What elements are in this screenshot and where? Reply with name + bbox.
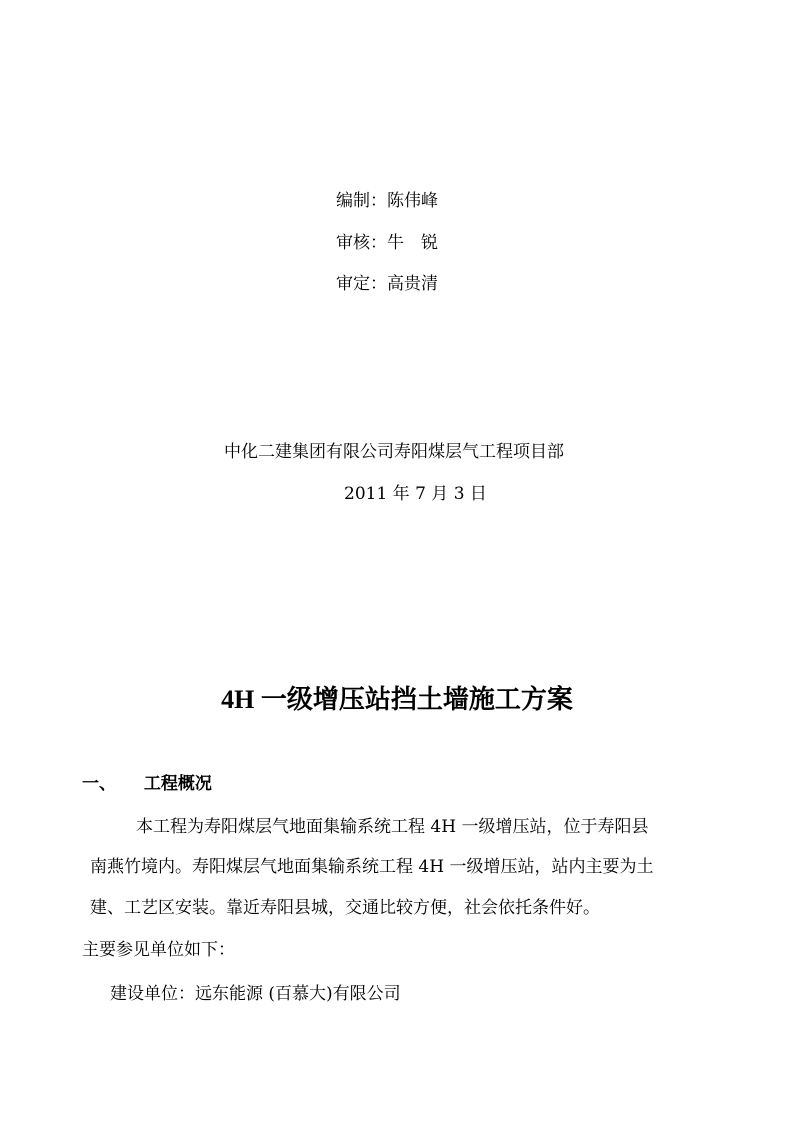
compiled-by-name: 陈伟峰 [387, 191, 438, 211]
reviewed-by-name: 牛 锐 [387, 233, 438, 253]
participant-value: 远东能源 (百慕大)有限公司 [195, 984, 401, 1004]
reviewed-by-label: 审核： [336, 233, 387, 253]
section-heading [82, 773, 212, 795]
participant-label: 建设单位： [110, 984, 195, 1004]
approved-by-label: 审定： [336, 274, 387, 294]
section-number: 一、 [82, 774, 116, 794]
paragraph-line: 本工程为寿阳煤层气地面集输系统工程 4H 一级增压站，位于寿阳县 [136, 817, 649, 837]
participant-line [110, 983, 401, 1005]
approved-by-name: 高贵清 [387, 274, 438, 294]
approved-by-line [336, 273, 438, 295]
paragraph-line: 建、工艺区安装。靠近寿阳县城，交通比较方便，社会依托条件好。 [90, 898, 600, 918]
organization-name: 中化二建集团有限公司寿阳煤层气工程项目部 [224, 442, 564, 462]
compiled-by-label: 编制： [336, 191, 387, 211]
section-title: 工程概况 [143, 774, 212, 794]
compiled-by-line [336, 190, 438, 212]
participants-intro: 主要参见单位如下： [82, 940, 235, 960]
paragraph-line: 南燕竹境内。寿阳煤层气地面集输系统工程 4H 一级增压站，站内主要为土 [90, 857, 654, 877]
reviewed-by-line [336, 232, 438, 254]
document-title: 4H 一级增压站挡土墙施工方案 [221, 685, 573, 714]
document-date: 2011 年 7 月 3 日 [344, 484, 487, 504]
